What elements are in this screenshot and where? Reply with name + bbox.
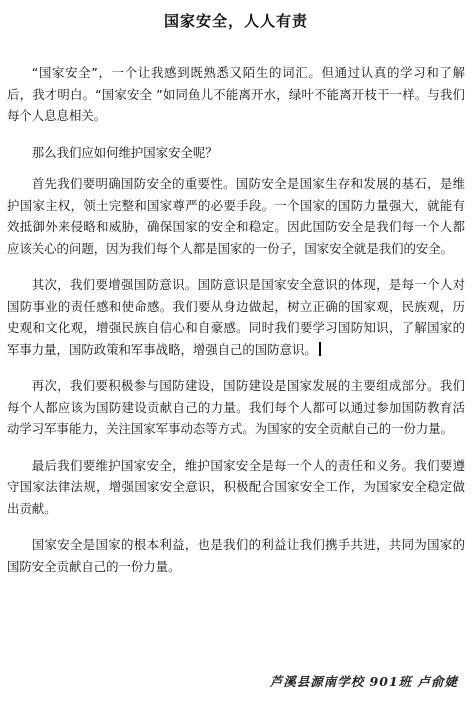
essay-title: 国家安全，人人有责: [163, 12, 308, 30]
paragraph-third: 再次，我们要积极参与国防建设，国防建设是国家发展的主要组成部分。我们每个人都应该为国防建设贡献自己的力量。我们每个人都可以通过参加国防教育活动学习军事能力，关注国家军事动态等方式。为国家的安全贡献自己的一份力量。: [7, 378, 465, 436]
paragraph-question: 那么我们应如何维护国家安全呢？: [31, 144, 218, 160]
essay-body: [7, 62, 465, 592]
paragraph-second: [7, 274, 465, 360]
paragraph-first: 首先我们要明确国防安全的重要性。国防安全是国家生存和发展的基石，是维护国家主权，领土完整和国家尊严的必要手段。一个国家的国防力量强大，就能有效抵御外来侵略和威胁，确保国家的安全和稳定。因此国防安全是我们每一个人都应该关心的问题，因为我们每个人都是国家的一份子，国家安全就是我们的安全。: [7, 176, 465, 256]
paragraph-second-text: 其次，我们要增强国防意识。国防意识是国家安全意识的体现，是每一个人对国防事业的责任感和使命感。我们要从身边做起，树立正确的国家观，民族观，历史观和文化观，增强民族自信心和自豪感。同时我们要学习国防知识，了解国家的军事力量，国防政策和军事战略，增强自己的国防意识。: [7, 277, 465, 357]
paragraph-conclusion: 国家安全是国家的根本利益，也是我们的利益让我们携手共进，共同为国家的国防安全贡献自己的一份力量。: [7, 537, 465, 574]
text-cursor: [319, 342, 321, 356]
paragraph-intro: “国家安全”，一个让我感到既熟悉又陌生的词汇。但通过认真的学习和了解后，我才明白。“国家安全 ”如同鱼儿不能离开水，绿叶不能离开枝干一样。与我们每个人息息相关。: [7, 65, 465, 123]
paragraph-fourth: 最后我们要维护国家安全，维护国家安全是每一个人的责任和义务。我们要遵守国家法律法规，增强国家安全意识，积极配合国家安全工作，为国家安全稳定做出贡献。: [7, 457, 465, 516]
signature: 芦溪县源南学校 901班 卢俞婕: [269, 674, 458, 689]
